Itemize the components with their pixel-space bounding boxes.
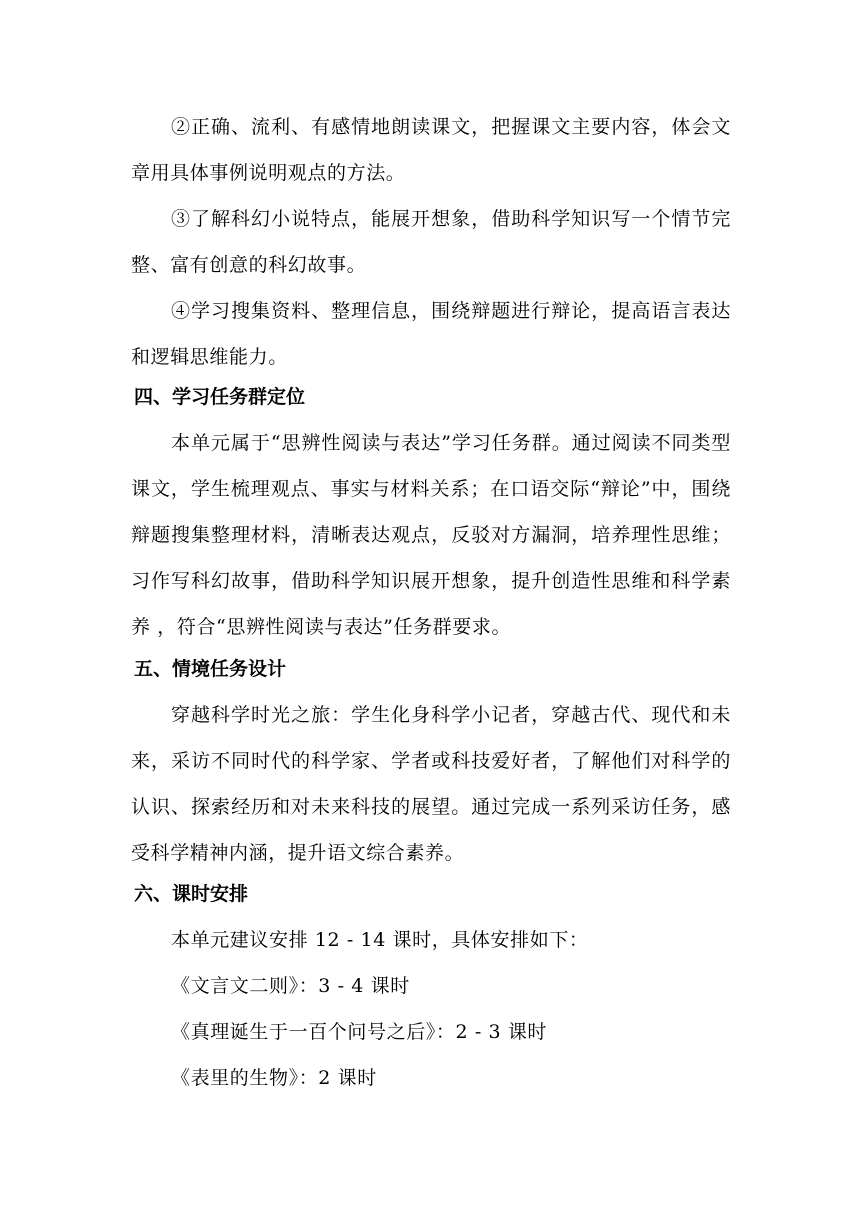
objective-item-4: ④学习搜集资料、整理信息，围绕辩题进行辩论，提高语言表达和逻辑思维能力。 bbox=[131, 300, 731, 368]
section-4-heading: 四、学习任务群定位 bbox=[134, 386, 306, 408]
schedule-item: 《表里的生物》：2 课时 bbox=[171, 1067, 377, 1089]
schedule-item: 《真理诞生于一百个问号之后》：2 - 3 课时 bbox=[171, 1021, 548, 1043]
section-4-body: 本单元属于“思辨性阅读与表达”学习任务群。通过阅读不同类型课文，学生梳理观点、事实与材料关系；在口语交际“辩论”中，围绕辩题搜集整理材料，清晰表达观点，反驳对方漏洞，培养理性思维；习作写科幻故事，借助科学知识展开想象，提升创造性思维和科学素养 ，符合“思辨性阅读与表达”任务群要求。 bbox=[131, 432, 731, 638]
objective-item-2: ②正确、流利、有感情地朗读课文，把握课文主要内容，体会文章用具体事例说明观点的方法。 bbox=[131, 116, 731, 184]
section-6-heading: 六、课时安排 bbox=[134, 883, 249, 905]
schedule-item: 《文言文二则》：3 - 4 课时 bbox=[171, 975, 410, 997]
objective-item-3: ③了解科幻小说特点，能展开想象，借助科学知识写一个情节完整、富有创意的科幻故事。 bbox=[131, 208, 731, 276]
section-5-heading: 五、情境任务设计 bbox=[134, 658, 287, 680]
section-6-intro: 本单元建议安排 12 - 14 课时，具体安排如下： bbox=[171, 929, 589, 951]
section-5-body: 穿越科学时光之旅：学生化身科学小记者，穿越古代、现代和未来，采访不同时代的科学家、学者或科技爱好者，了解他们对科学的认识、探索经历和对未来科技的展望。通过完成一系列采访任务，感受科学精神内涵，提升语文综合素养。 bbox=[131, 704, 731, 864]
